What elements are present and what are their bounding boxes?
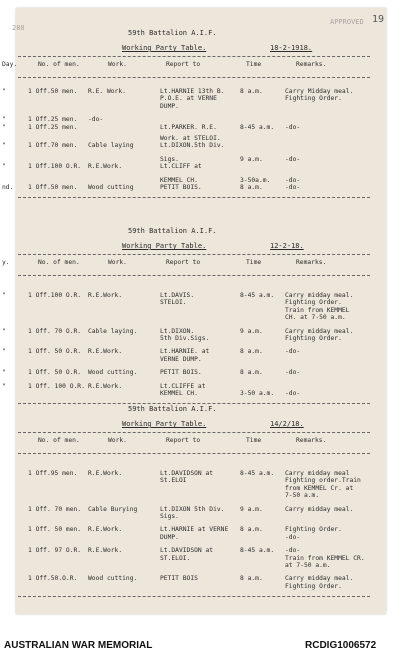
cell-work: R.E. Work.: [88, 88, 126, 95]
battalion-heading: 59th Battalion A.I.F.: [128, 29, 217, 37]
cell-remarks: Carry midday meal: [285, 470, 350, 477]
dashed-rule: [18, 453, 370, 454]
cell-men: 1 Off.100 O.R.: [28, 292, 82, 299]
cell-remarks: from KEMMEL Cr. at: [285, 484, 354, 492]
column-header-men: No. of men.: [38, 61, 80, 68]
cell-report: Sigs.: [160, 155, 179, 163]
cell-men: 1 Off.50 men.: [28, 184, 78, 191]
cell-work: R.E.Work.: [88, 470, 123, 477]
cell-report: DUMP.: [160, 533, 179, 541]
dashed-rule: [18, 56, 370, 57]
cell-report: Lt.DIXON.: [160, 327, 195, 335]
cell-remarks: Carry midday meal.: [285, 575, 354, 583]
cell-report: Lt.CLIFFE at: [160, 382, 206, 390]
cell-work: R.E.Work.: [88, 292, 123, 299]
cell-remarks: Fighting Order.: [285, 526, 342, 534]
cell-work: Wood cutting: [88, 184, 134, 191]
cell-work: Cable laying.: [88, 327, 138, 335]
cell-time: 8 a.m.: [240, 184, 263, 191]
cell-report: Lt.PARKER. R.E.: [160, 123, 217, 131]
cell-day: ": [2, 116, 6, 124]
cell-time: 8-45 a.m.: [240, 123, 275, 131]
cell-men: 1 Off.50 men.: [28, 88, 78, 95]
cell-day: ": [2, 292, 6, 299]
column-header-report: Report to: [166, 61, 201, 68]
cell-men: 1 Off. 97 O.R.: [28, 547, 82, 555]
dashed-rule: [18, 254, 370, 255]
cell-remarks: -do-: [285, 155, 301, 163]
cell-remarks: Train from KEMMEL: [285, 306, 350, 314]
cell-work: Cable laying: [88, 142, 134, 150]
cell-time: 9 a.m.: [240, 155, 263, 163]
cell-work: R.E.Work.: [88, 382, 123, 390]
column-header-work: Work.: [108, 437, 127, 444]
cell-men: 1 Off.50.O.R.: [28, 575, 78, 583]
cell-time: 8 a.m.: [240, 348, 263, 356]
cell-remarks: at 7-50 a.m.: [285, 562, 331, 569]
cell-report: Lt.DAVIDSON at: [160, 547, 214, 555]
cell-remarks: Carry midday meal.: [285, 505, 354, 513]
column-header-remarks: Remarks.: [296, 259, 327, 266]
battalion-heading: 59th Battalion A.I.F.: [128, 405, 217, 413]
footer-record-id: RCDIG1006572: [305, 640, 377, 651]
dashed-rule: [18, 596, 370, 597]
cell-day: ": [2, 142, 6, 150]
cell-day: ": [2, 369, 6, 377]
cell-day: ": [2, 348, 6, 356]
column-header-time: Time: [246, 61, 262, 68]
cell-report: Lt.DIXON.5th Div.: [160, 142, 225, 150]
cell-time: 8 a.m.: [240, 575, 263, 583]
approval-stamp: APPROVED: [330, 18, 364, 26]
dashed-rule: [18, 432, 370, 433]
cell-time: 8-45 a.m.: [240, 470, 275, 477]
cell-remarks: -do-: [285, 533, 301, 541]
cell-work: Wood cutting.: [88, 369, 138, 377]
cell-time: 8-45 a.m.: [240, 547, 275, 555]
cell-work: R.E.Work.: [88, 348, 123, 356]
cell-remarks: -do-: [285, 348, 301, 356]
column-header-men: No. of men.: [38, 259, 80, 266]
cell-men: 1 Off. 50 O.R.: [28, 369, 82, 377]
cell-time: 8 a.m.: [240, 88, 263, 95]
cell-men: 1 Off.25 men.: [28, 123, 78, 131]
cell-remarks: Fighting Order.: [285, 299, 342, 307]
table-date: 14/2/18.: [270, 420, 304, 428]
cell-men: 1 Off. 100 O.R.: [28, 382, 85, 390]
cell-remarks: Carry midday meal.: [285, 327, 354, 335]
cell-work: Wood cutting.: [88, 575, 138, 583]
cell-report: PETIT BOIS.: [160, 184, 202, 191]
cell-report: Sigs.: [160, 513, 179, 520]
cell-work: -do-: [88, 116, 104, 124]
cell-men: 1 Off.100 O.R.: [28, 163, 82, 171]
cell-remarks: Fighting Order.: [285, 335, 342, 342]
cell-time: 9 a.m.: [240, 505, 263, 513]
cell-remarks: -do-: [285, 369, 301, 377]
cell-report: DUMP.: [160, 102, 179, 110]
table-date: 18-2-1918.: [270, 44, 313, 52]
cell-time: 8-45 a.m.: [240, 292, 275, 299]
cell-report: Lt.HARNIE 13th B.: [160, 88, 225, 95]
cell-report: PETIT BOIS.: [160, 369, 202, 377]
cell-work: R.E.Work.: [88, 526, 123, 534]
column-header-day: y.: [2, 259, 10, 266]
cell-men: 1 Off. 70 men.: [28, 505, 82, 513]
column-header-work: Work.: [108, 259, 127, 266]
cell-day: ": [2, 123, 6, 131]
cell-time: 9 a.m.: [240, 327, 263, 335]
cell-report: Lt.CLIFF at: [160, 163, 202, 171]
cell-men: 1 Off.25 men.: [28, 116, 78, 124]
cell-time: 8 a.m.: [240, 369, 263, 377]
column-header-time: Time: [246, 437, 262, 444]
table-date: 12-2-18.: [270, 242, 304, 250]
cell-remarks: -do-: [285, 390, 301, 397]
cell-remarks: Fighting order.Train: [285, 477, 361, 485]
cell-report: PETIT BOIS: [160, 575, 198, 583]
cell-day: ": [2, 88, 6, 95]
cell-men: 1 Off. 70 O.R.: [28, 327, 82, 335]
dashed-rule: [18, 275, 370, 276]
cell-work: R.E.Work.: [88, 163, 123, 171]
cell-report: Lt.HARNIE. at: [160, 348, 210, 356]
cell-report: KEMMEL CH.: [160, 176, 198, 184]
cell-remarks: Carry Midday meal.: [285, 88, 354, 95]
cell-report: Work. at STELOI.: [160, 135, 221, 142]
cell-time: 8 a.m.: [240, 526, 263, 534]
cell-men: 1 Off.70 men.: [28, 142, 78, 150]
folio-number: 19: [372, 14, 385, 25]
cell-remarks: -do-: [285, 547, 301, 555]
column-header-report: Report to: [166, 437, 201, 444]
column-header-remarks: Remarks.: [296, 61, 327, 68]
cell-report: KEMMEL CH.: [160, 390, 198, 397]
cell-men: 1 Off. 50 O.R.: [28, 348, 82, 356]
column-header-work: Work.: [108, 61, 127, 68]
cell-report: Lt.DIXON 5th Div.: [160, 505, 225, 513]
cell-day: ": [2, 163, 6, 171]
cell-remarks: 7-50 a.m.: [285, 492, 320, 500]
footer-institution: AUSTRALIAN WAR MEMORIAL: [4, 640, 153, 651]
column-header-day: Day.: [2, 61, 18, 68]
column-header-men: No. of men.: [38, 437, 80, 444]
cell-remarks: Train from KEMMEL CR.: [285, 554, 365, 562]
cell-report: ST.ELOI.: [160, 554, 191, 562]
cell-remarks: Fighting Order.: [285, 95, 342, 103]
cell-remarks: -do-: [285, 176, 301, 184]
cell-remarks: -do-: [285, 184, 301, 191]
cell-day: nd.: [2, 184, 14, 191]
dashed-rule: [18, 197, 370, 198]
dashed-rule: [18, 77, 370, 78]
table-title: Working Party Table.: [122, 420, 207, 428]
cell-work: R.E.Work.: [88, 547, 123, 555]
table-title: Working Party Table.: [122, 242, 207, 250]
cell-work: Cable Burying: [88, 505, 138, 513]
cell-report: STELOI.: [160, 299, 187, 307]
cell-remarks: CH. at 7-50 a.m.: [285, 314, 346, 322]
column-header-time: Time: [246, 259, 262, 266]
cell-report: Lt.DAVIDSON at: [160, 470, 214, 477]
cell-report: St.ELOI: [160, 477, 187, 485]
column-header-remarks: Remarks.: [296, 437, 327, 444]
cell-men: 1 Off. 50 men.: [28, 526, 82, 534]
table-title: Working Party Table.: [122, 44, 207, 52]
cell-report: VERNE DUMP.: [160, 355, 202, 363]
cell-remarks: Fighting Order.: [285, 582, 342, 590]
cell-remarks: Carry midday meal.: [285, 292, 354, 299]
cell-report: Lt.DAVIS.: [160, 292, 195, 299]
cell-time: 3-50a.m.: [240, 176, 271, 184]
cell-men: 1 Off.95 men.: [28, 470, 78, 477]
cell-report: 5th Div.Sigs.: [160, 335, 210, 342]
cell-day: ": [2, 327, 6, 335]
cell-day: ": [2, 382, 6, 390]
pencil-note: 288: [12, 24, 25, 32]
cell-report: Lt.HARNIE at VERNE: [160, 526, 229, 534]
column-header-report: Report to: [166, 259, 201, 266]
battalion-heading: 59th Battalion A.I.F.: [128, 227, 217, 235]
cell-report: P.O.E. at VERNE: [160, 95, 217, 103]
cell-time: 3-50 a.m.: [240, 390, 275, 397]
cell-remarks: -do-: [285, 123, 301, 131]
